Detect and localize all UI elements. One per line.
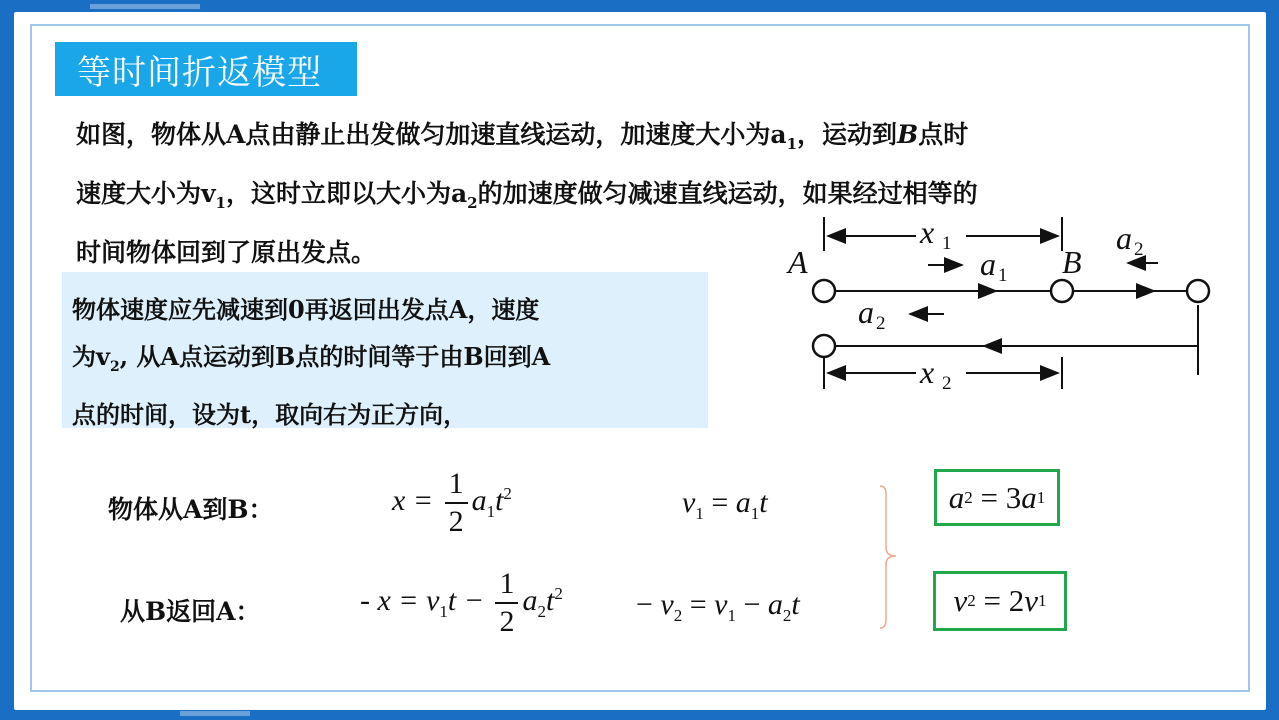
label-point-b: B — [1062, 244, 1082, 280]
label-a2-bottom-sub: 2 — [876, 313, 886, 334]
label-x1: x — [920, 214, 935, 250]
label-a2-top: a — [1116, 220, 1132, 256]
label-a1-sub: 1 — [998, 265, 1008, 286]
frame-decoration-top — [90, 4, 200, 9]
description-line-3: 时间物体回到了原出发点。 — [76, 238, 377, 267]
label-a1: a — [980, 246, 996, 282]
description-line-1: 如图，物体从A点由静止出发做匀加速直线运动，加速度大小为$a_1$，运动到B点时 — [76, 120, 969, 153]
return-point-marker — [813, 335, 835, 357]
result-acceleration: a 2 = 3 a 1 — [934, 469, 1060, 526]
point-b-marker — [1051, 280, 1073, 302]
label-x2-sub: 2 — [942, 373, 952, 394]
label-point-a: A — [788, 244, 808, 280]
point-a-marker — [813, 280, 835, 302]
frame-decoration-bottom — [180, 711, 250, 716]
turnaround-point-marker — [1187, 280, 1209, 302]
label-x2: x — [920, 354, 935, 390]
note-line-2: 为$v_2$, 从A点运动到B点的时间等于由B回到A — [72, 342, 551, 375]
analysis-note — [62, 272, 708, 428]
result-velocity: v 2 = 2 v 1 — [933, 571, 1067, 631]
note-line-3: 点的时间，设为t，取向右为正方向， — [72, 399, 468, 429]
motion-diagram — [780, 205, 1220, 395]
page-title: 等时间折返模型 — [55, 42, 357, 96]
equation-displacement-ab: x = $\frac{1}{2}$ $a_1t^2$ — [392, 467, 512, 538]
row-label-b-to-a: 从B返回A： — [120, 597, 261, 626]
note-line-1: 物体速度应先减速到0再返回出发点A，速度 — [72, 295, 540, 324]
equation-velocity-b: $v_1 = a_1t$ — [682, 486, 768, 523]
fraction-half-2: $\frac{1}{2}$ — [495, 566, 518, 640]
row-label-a-to-b: 物体从A到B： — [108, 495, 274, 524]
equation-velocity-return: − $v_2 = v_1 - a_2t$ — [636, 588, 800, 625]
description-line-2: 速度大小为$v_1$，这时立即以大小为$a_2$的加速度做匀减速直线运动，如果经过相等的 — [76, 179, 978, 212]
bracket-connector — [876, 484, 900, 630]
label-a2-bottom: a — [858, 294, 874, 330]
fraction-half: $\frac{1}{2}$ — [445, 466, 468, 540]
label-x1-sub: 1 — [942, 233, 952, 254]
equation-displacement-return: - $x = v_1t$ − $\frac{1}{2}$ $a_2t^2$ — [360, 567, 563, 638]
label-a2-top-sub: 2 — [1134, 239, 1144, 260]
